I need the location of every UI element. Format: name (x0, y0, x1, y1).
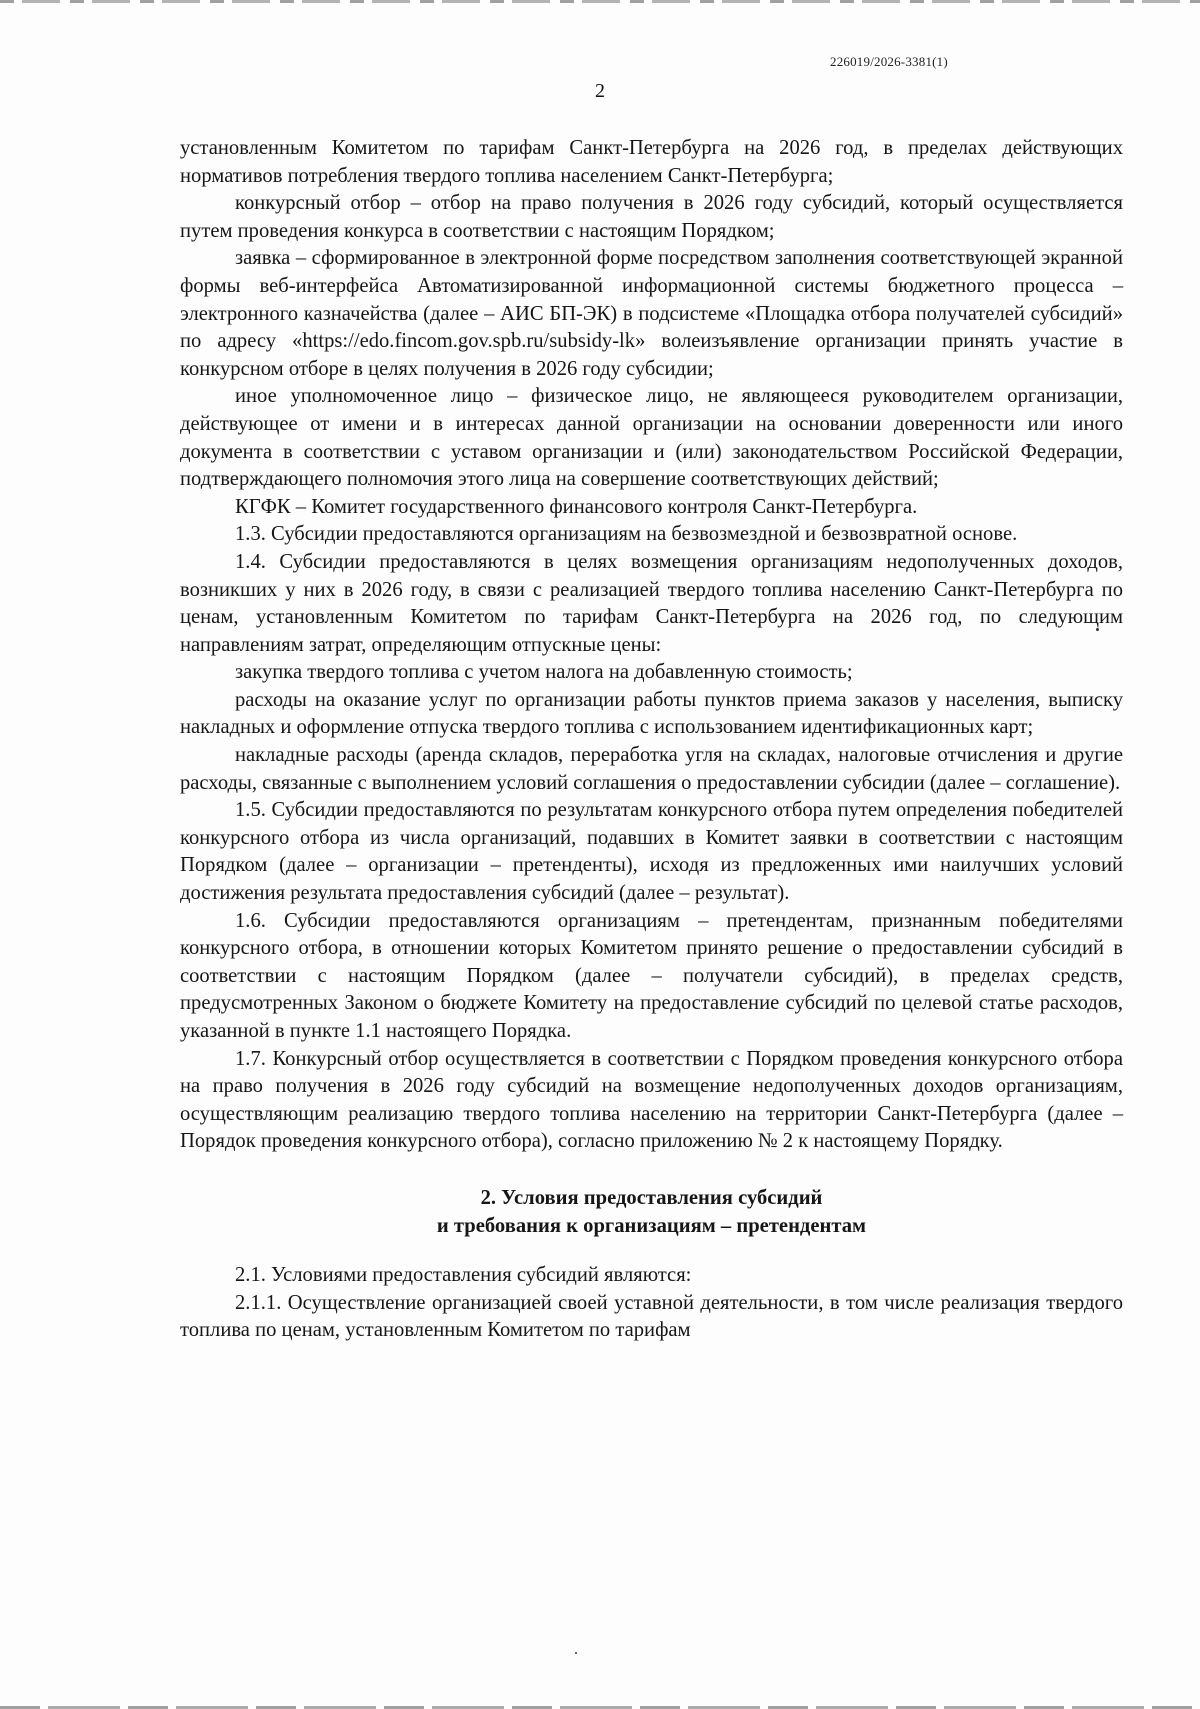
paragraph-definition-kgfk: КГФК – Комитет государственного финансового контроля Санкт-Петербурга. (235, 495, 918, 518)
paragraph-1-5: 1.5. Субсидии предоставляются по результатам конкурсного отбора путем определения победителей конкурсного отбора из числа организаций, подавших в Комитет заявки в соответствии с настоящим Порядком (далее – организации – претенденты), исходя из предложенных ими наилучших условий достижения результата предоставления субсидий (далее – результат). (180, 799, 1123, 905)
paragraph-cost-overhead: накладные расходы (аренда складов, переработка угля на складах, налоговые отчисления и другие расходы, связанные с выполнением условий соглашения о предоставлении субсидии (далее – соглашение). (180, 744, 1123, 794)
scan-speck (575, 1652, 577, 1654)
scan-speck (1096, 628, 1099, 631)
scan-artifact-top (0, 0, 1200, 3)
paragraph-tariff-continuation: установленным Комитетом по тарифам Санкт-Петербурга на 2026 год, в пределах действующих нормативов потребления твердого топлива населением Санкт-Петербурга; (180, 137, 1123, 187)
page-number: 2 (595, 80, 605, 102)
document-registration-number: 226019/2026-3381(1) (830, 54, 948, 69)
section-2-title-line2: и требования к организациям – претендентам (436, 1214, 867, 1237)
paragraph-1-3: 1.3. Субсидии предоставляются организациям на безвозмездной и безвозвратной основе. (235, 523, 1018, 546)
section-2-title-line1: 2. Условия предоставления субсидий (480, 1186, 823, 1209)
document-body (180, 135, 1123, 1345)
paragraph-definition-authorized-person: иное уполномоченное лицо – физическое лицо, не являющееся руководителем организации, действующее от имени и в интересах данной организации на основании доверенности или иного документа в соответствии с уставом организации и (или) законодательством Российской Федерации, подтверждающего полномочия этого лица на совершение соответствующих действий; (180, 385, 1123, 491)
paragraph-1-6: 1.6. Субсидии предоставляются организациям – претендентам, признанным победителями конкурсного отбора, в отношении которых Комитетом принято решение о предоставлении субсидий в соответствии с настоящим Порядком (далее – получатели субсидий), в пределах средств, предусмотренных Законом о бюджете Комитету на предоставление субсидий по целевой статье расходов, указанной в пункте 1.1 настоящего Порядка. (180, 909, 1123, 1042)
paragraph-2-1: 2.1. Условиями предоставления субсидий являются: (235, 1264, 692, 1287)
paragraph-cost-purchase: закупка твердого топлива с учетом налога на добавленную стоимость; (235, 661, 853, 684)
paragraph-definition-competition: конкурсный отбор – отбор на право получения в 2026 году субсидий, который осуществляется путем проведения конкурса в соответствии с настоящим Порядком; (180, 192, 1123, 242)
paragraph-1-7: 1.7. Конкурсный отбор осуществляется в соответствии с Порядком проведения конкурсного отбора на право получения в 2026 году субсидий на возмещение недополученных доходов организациям, осуществляющим реализацию твердого топлива населению на территории Санкт-Петербурга (далее – Порядок проведения конкурсного отбора), согласно приложению № 2 к настоящему Порядку. (180, 1047, 1123, 1153)
section-2-heading (180, 1185, 1123, 1240)
paragraph-cost-services: расходы на оказание услуг по организации работы пунктов приема заказов у населения, выписку накладных и оформление отпуска твердого топлива с использованием идентификационных карт; (180, 688, 1123, 739)
paragraph-definition-application: заявка – сформированное в электронной форме посредством заполнения соответствующей экранной формы веб-интерфейса Автоматизированной информационной системы бюджетного процесса – электронного казначейства (далее – АИС БП-ЭК) в подсистеме «Площадка отбора получателей субсидий» по адресу «https://edo.fincom.gov.spb.ru/subsidy-lk» волеизъявление организации принять участие в конкурсном отборе в целях получения в 2026 году субсидии; (180, 247, 1123, 380)
paragraph-1-4: 1.4. Субсидии предоставляются в целях возмещения организациям недополученных доходов, возникших у них в 2026 году, в связи с реализацией твердого топлива населению Санкт-Петербурга по ценам, установленным Комитетом по тарифам Санкт-Петербурга на 2026 год, по следующим направлениям затрат, определяющим отпускные цены: (180, 550, 1123, 656)
paragraph-2-1-1: 2.1.1. Осуществление организацией своей уставной деятельности, в том числе реализация твердого топлива по ценам, установленным Комитетом по тарифам (180, 1291, 1123, 1342)
